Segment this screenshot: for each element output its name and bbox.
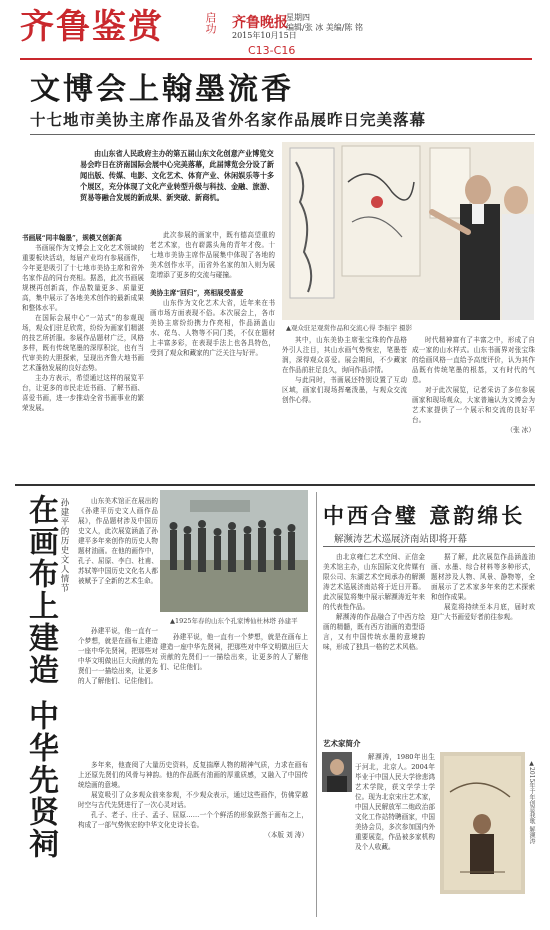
paragraph: 在国际会展中心“一站式”的参观现场，观众们驻足欣赏，纷纷为画家们精湛的技艺所折服。参展作品题材广泛，风格多样，既有传统笔墨的深厚积淀，也有当代审美的大胆探索，呈现出齐鲁大地书画艺术蓬勃发展的良好态势。	[22, 314, 144, 372]
west-article-subtitle: 解濒涛艺术巡展济南站即将开幕	[334, 534, 468, 545]
painting-caption: ▲1925年春的山东个孔家博仙杜林塔 孙建平	[170, 617, 298, 625]
feature-column-c	[78, 760, 308, 918]
west-column-1	[323, 552, 425, 732]
paragraph: 山东作为文化艺术大省，近年来在书画市场方面表现不俗。本次展会上，各市美协主席纷纷携力作亮相，作品涵盖山水、花鸟、人物等不同门类，不仅在题材上丰富多彩，在表现手法上也各具特色，受到了观众和藏家的广泛关注与好评。	[150, 299, 275, 357]
paper-name: 齐鲁晚报	[232, 15, 288, 31]
divider	[323, 546, 535, 547]
exhibition-photo	[282, 142, 534, 320]
paragraph: 解濒涛，1980年出生于河北，北京人。2004年毕业于中国人民大学徐悲鸿艺术学院，获文学学士学位。现为北京宋庄艺术家，中国人民解放军二炮政治部文化工作站特聘画家，中国美协会员，多次参加国内外重要展览，作品被多家机构及个人收藏。	[355, 753, 435, 851]
main-headline: 文博会上翰墨流香	[30, 72, 294, 107]
column-divider	[316, 492, 317, 917]
feature-painting	[160, 490, 308, 612]
paragraph: 山东美术馆正在展出的《孙建平历史文人画作品展》，作品题材涉及中国历史文人，此次展览涵盖了孙建平多年来创作的历史人物题材油画。在他的画作中，孔子、屈原、李白、杜甫、苏轼等中国历史文化名人都被赋予了全新的艺术生命。	[78, 497, 158, 585]
artwork-image	[440, 752, 525, 894]
weekday: 星期四	[286, 13, 310, 22]
article-column-3	[282, 335, 407, 475]
masthead-rule	[20, 58, 532, 60]
photo-caption: ▲观众驻足观赏作品和交流心得 李振宇 摄影	[286, 324, 413, 332]
feature-subtitle: 孙建平的历史文人情节	[59, 498, 69, 593]
paragraph: 与此同时，书画展还特别设置了互动区域，画家们现场挥毫泼墨，与观众交流创作心得。	[282, 376, 407, 404]
paragraph: 孙建平说，他一直有一个梦想，就是在画布上建造一座中华先贤祠，把那些对中华文明做出巨大贡献的先贤们一一描绘出来，让更多的人了解他们、记住他们。	[160, 633, 308, 671]
main-subhead: 十七地市美协主席作品及省外名家作品展昨日完美落幕	[30, 110, 427, 129]
paragraph: 主办方表示，希望通过这样的展览平台，让更多的市民走近书画、了解书画、喜爱书画，进一步推动全省书画事业的繁荣发展。	[22, 374, 144, 412]
portrait-illustration	[322, 752, 352, 792]
section-heading: 美协主席“回归”，亮相展受喜爱	[150, 289, 244, 297]
logo-signature: 启功	[204, 12, 217, 34]
feature-column-d	[160, 632, 308, 756]
feature-title-part2: 中华先贤祠	[23, 700, 58, 860]
paragraph: 孔子、老子、庄子、孟子、屈原……一个个鲜活的形象跃然于画布之上，构成了一部气势恢宏的中华文化史诗长卷。	[78, 811, 308, 829]
feature-column-a	[78, 496, 158, 624]
painting-illustration	[160, 490, 308, 612]
section-heading: 书画展“同丰翰墨”，规模又创新高	[22, 234, 122, 242]
article-column-1	[22, 230, 144, 478]
artist-portrait	[322, 752, 352, 792]
paragraph: 展览将持续至本月底，届时欢迎广大书画爱好者前往参观。	[431, 603, 535, 621]
divider	[30, 134, 535, 135]
paragraph: 多年来，他查阅了大量历史资料，反复揣摩人物的精神气质，力求在画布上还原先贤们的风骨与神韵。他的作品既有油画的厚重质感，又融入了中国传统绘画的意境。	[78, 761, 308, 789]
feature-title-part1: 在画布上建造	[23, 494, 58, 686]
lead-paragraph: 由山东省人民政府主办的第五届山东文化创意产业博览交易会昨日在济南国际会展中心完美落幕，此届博览会分设了新闻出版、传媒、电影、文化艺术、体育产业、休闲娱乐等十多个展区，充分体现了文化产业转型升级与科技、金融、旅游、贸易等融合发展的新成果、新突破、新商机。	[80, 149, 275, 202]
photo-illustration	[282, 142, 534, 320]
byline: （张 冰）	[506, 426, 535, 434]
west-column-2	[431, 552, 535, 732]
section-logo: 齐鲁鉴赏	[20, 7, 164, 47]
paragraph: 由北京雍仁艺术空间、正信金美术馆主办，山东国际文化传媒有限公司、东湖艺术空间承办的解濒涛艺术巡展济南站将于近日开幕。此次展览将集中展示解濒涛近年来的代表性作品。	[323, 553, 425, 611]
section-divider	[15, 484, 535, 486]
west-article-title: 中西合璧 意韵绵长	[323, 503, 526, 528]
masthead	[20, 6, 540, 58]
paragraph: 孙建平说，他一直有一个梦想，就是在画布上建造一座中华先贤祠，把那些对中华文明做出巨大贡献的先贤们一一描绘出来，让更多的人了解他们、记住他们。	[78, 627, 158, 685]
artist-bio-heading: 艺术家简介	[323, 739, 361, 748]
paragraph: 此次参展的画家中，既有德高望重的老艺术家，也有崭露头角的青年才俊。十七地市美协主席作品展集中体现了各地的美术创作水平，而省外名家的加入则为展览增添了更多的交流与碰撞。	[150, 231, 275, 279]
paragraph: 其中，山东美协主席张宝珠的作品格外引人注目，其山水画气势恢宏，笔墨苍润，深得观众喜爱。展会期间，不少藏家在作品前驻足良久，询问作品详情。	[282, 336, 407, 374]
paragraph: 对于此次展览，记者采访了多位参展画家和现场观众，大家普遍认为文博会为艺术家提供了一个展示和交流的良好平台。	[412, 386, 535, 424]
paragraph: 据了解，此次展览作品涵盖油画、水墨、综合材料等多种形式，题材涉及人物、风景、静物等，全面展示了艺术家多年来的艺术探索和创作成果。	[431, 553, 535, 601]
byline: （本版 刘 涛）	[264, 831, 308, 839]
editor-credit: 编辑/张 冰 美编/陈 铭	[286, 23, 364, 32]
paragraph: 解濒涛的作品融合了中西方绘画的精髓，既有西方油画的造型语言，又有中国传统水墨的意境韵味，形成了独具一格的艺术风格。	[323, 613, 425, 651]
article-column-2	[150, 230, 275, 478]
page-range: C13-C16	[248, 44, 296, 57]
artwork-illustration	[440, 752, 525, 894]
artwork-caption: ▲2015年千年创意我歌 解濒涛	[528, 760, 535, 845]
feature-column-b	[78, 626, 158, 756]
paragraph: 书画展作为文博会上文化艺术领域的重要板块活动，每届产业均有参展画作，今年更是吸引了十七地市美协主席和省外名家作品的同台亮相。据悉，此次书画展规模再创新高，作品数量更多、质量更高，集中展示了各地美术创作的最新成果和整体水平。	[22, 244, 144, 312]
artist-bio	[355, 752, 435, 917]
issue-date: 2015年10月15日	[232, 31, 297, 40]
article-column-4	[412, 335, 535, 475]
paragraph: 时代精神富有了丰富之中，形成了自成一家的山水样式。山东书画界对张宝珠的绘画风格一直给予高度评价，认为其作品既有传统笔墨的根基，又有时代的气息。	[412, 336, 535, 384]
paragraph: 展览吸引了众多观众前来参观，不少观众表示，通过这些画作，仿佛穿越时空与古代先贤进行了一次心灵对话。	[78, 791, 308, 809]
